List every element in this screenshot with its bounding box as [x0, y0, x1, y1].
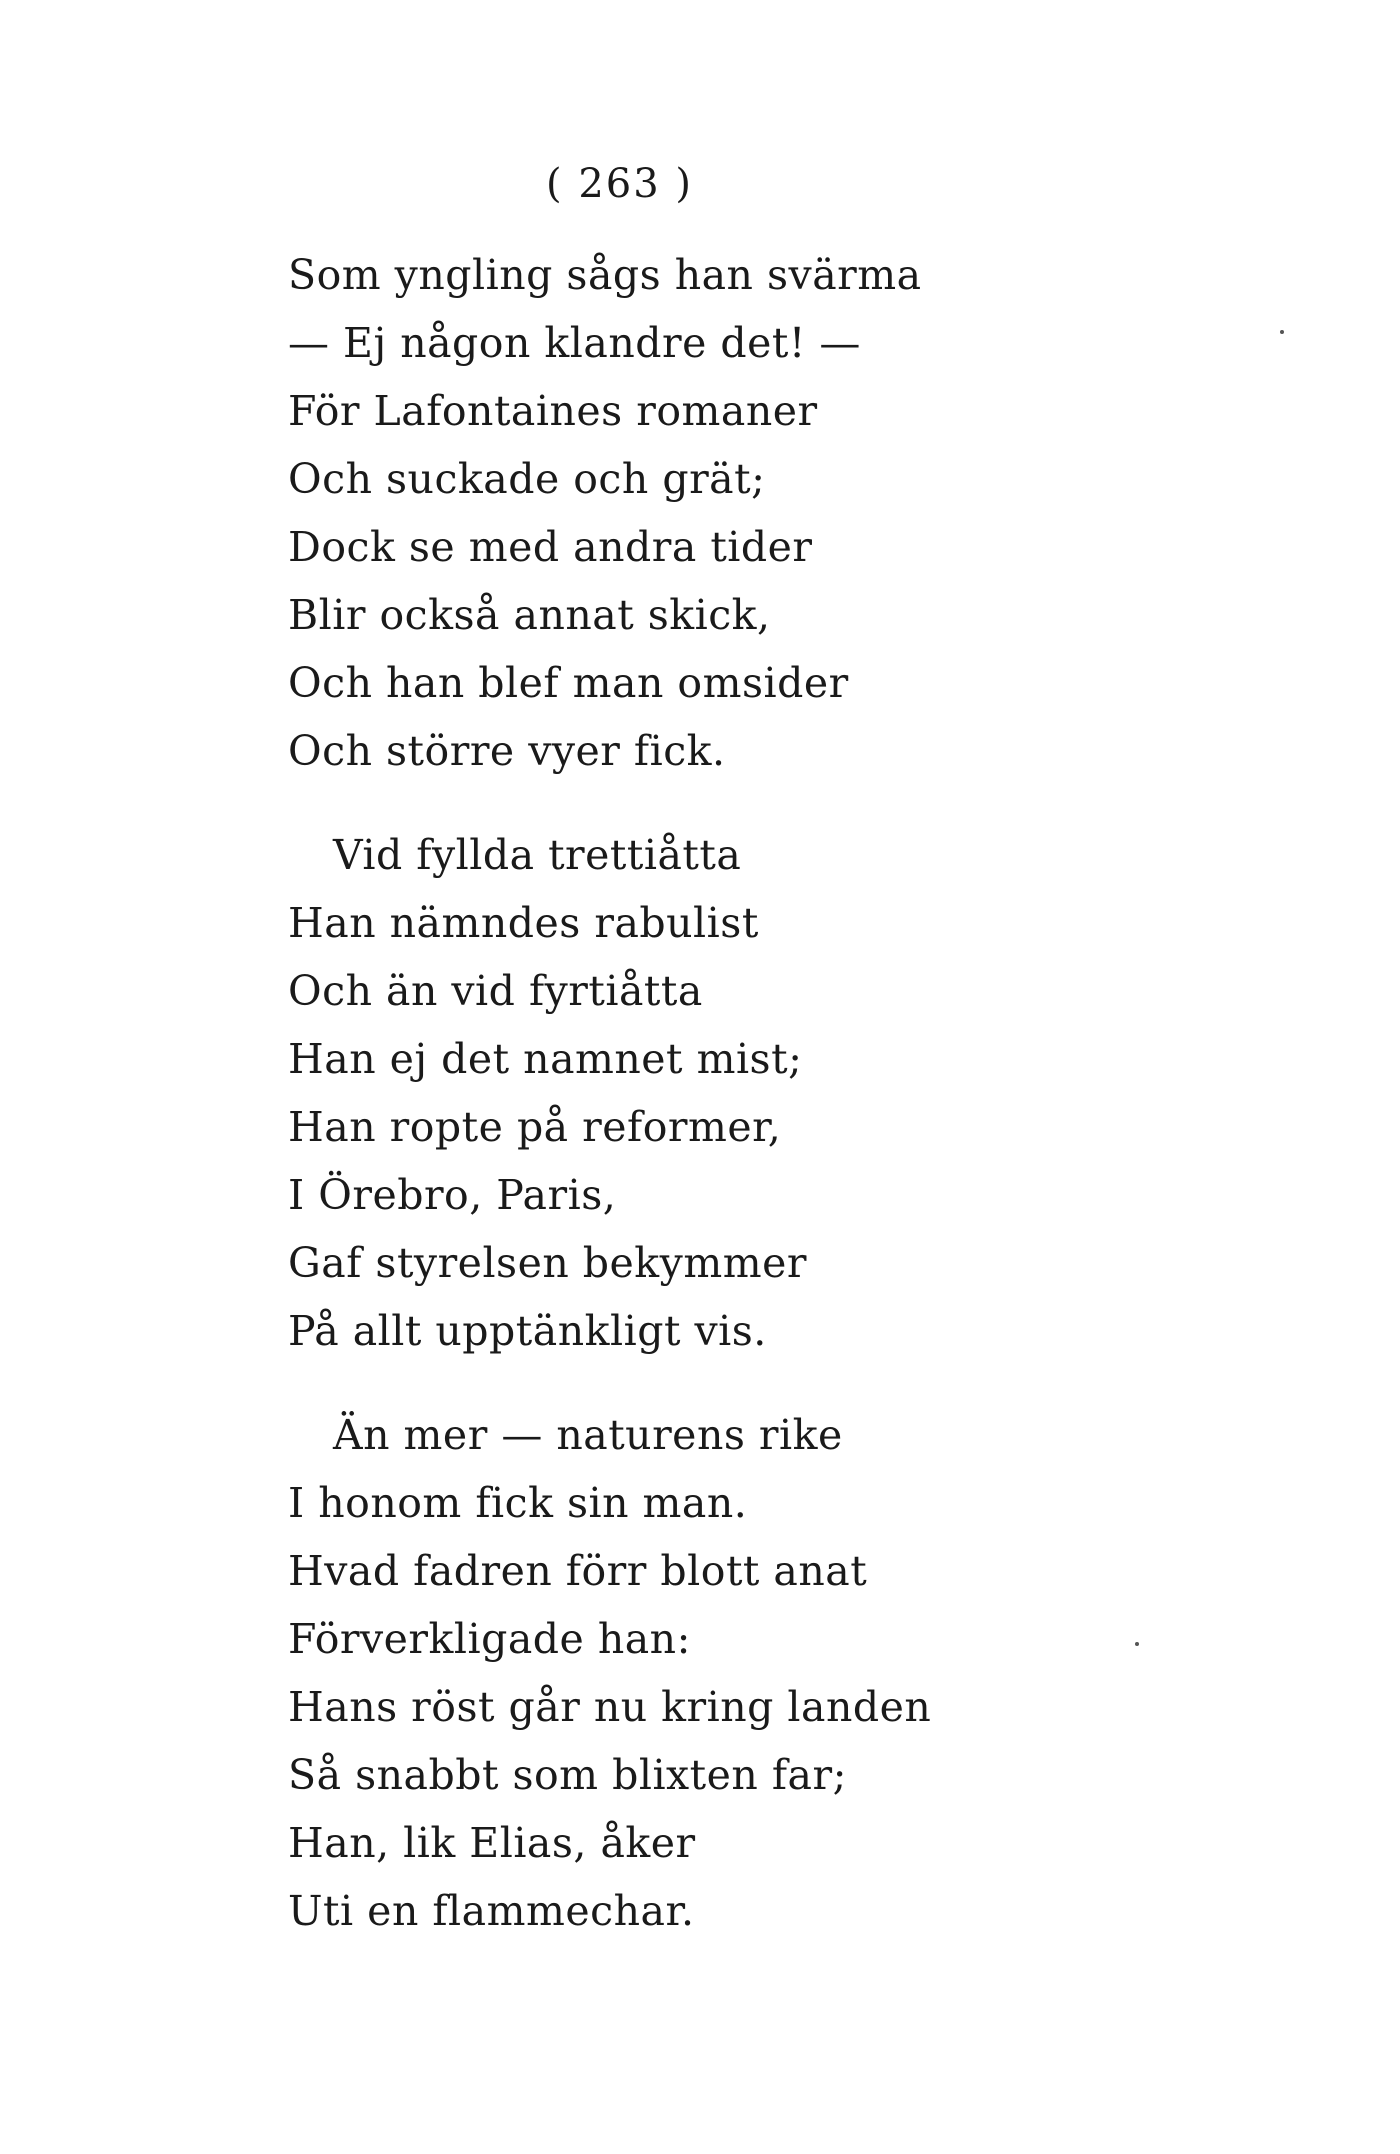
poem-line: Dock se med andra tider [288, 523, 813, 571]
poem-line: — Ej någon klandre det! — [288, 319, 861, 367]
print-speck [1135, 1642, 1139, 1646]
page-number: ( 263 ) [546, 161, 693, 207]
poem-line: För Lafontaines romaner [288, 387, 818, 435]
poem-line: På allt upptänkligt vis. [288, 1307, 767, 1355]
poem-line: Han ropte på reformer, [288, 1103, 782, 1151]
poem-line: Som yngling sågs han svärma [288, 251, 922, 299]
poem-line: Och större vyer fick. [288, 727, 726, 775]
poem-line: Hvad fadren förr blott anat [288, 1547, 868, 1595]
poem-line: Vid fyllda trettiåtta [333, 831, 742, 879]
poem-line: Han nämndes rabulist [288, 899, 759, 947]
poem-line: Han, lik Elias, åker [288, 1819, 696, 1867]
poem-line: Uti en flammechar. [288, 1887, 695, 1935]
poem-line: Blir också annat skick, [288, 591, 771, 639]
poem-line: Hans röst går nu kring landen [288, 1683, 932, 1731]
poem-line: Och han blef man omsider [288, 659, 849, 707]
poem-line: Förverkligade han: [288, 1615, 691, 1663]
poem-line: Än mer — naturens rike [333, 1411, 843, 1459]
poem-line: Gaf styrelsen bekymmer [288, 1239, 807, 1287]
poem-line: I honom fick sin man. [288, 1479, 748, 1527]
print-speck [1280, 330, 1284, 334]
poem-line: Och än vid fyrtiåtta [288, 967, 703, 1015]
poem-line: Så snabbt som blixten far; [288, 1751, 847, 1799]
poem-line: I Örebro, Paris, [288, 1171, 617, 1219]
poem-line: Han ej det namnet mist; [288, 1035, 803, 1083]
poem-line: Och suckade och grät; [288, 455, 766, 503]
